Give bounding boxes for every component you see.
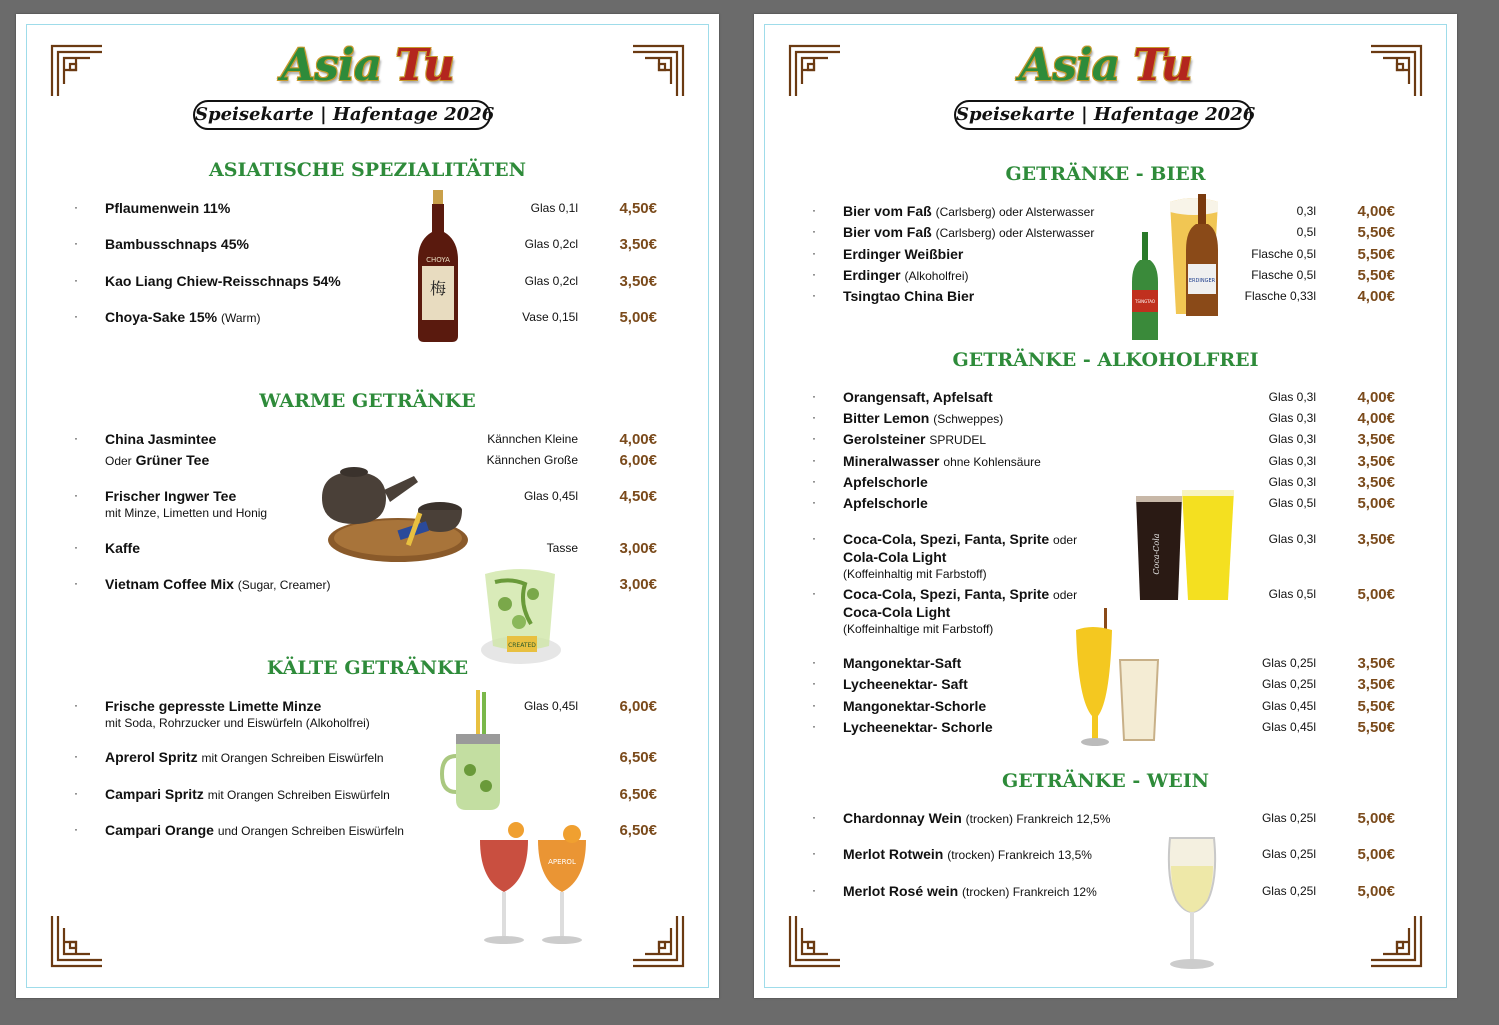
menu-item: · Erdinger Weißbier Flasche 0,5l 5,50€ [812,246,1395,263]
section-title: GETRÄNKE - ALKOHOLFREI [952,349,1259,371]
svg-text:TSINGTAO: TSINGTAO [1134,299,1156,304]
menu-item: · Campari Spritz mit Orangen Schreiben Eiswürfeln 6,50€ [74,786,657,803]
menu-item: · Choya-Sake 15% (Warm) Vase 0,15l 5,00€ [74,309,657,326]
item-description: (Koffeinhaltige mit Farbstoff) [843,622,994,636]
menu-item: · Bier vom Faß (Carlsberg) oder Alsterwasser 0,5l 5,50€ [812,224,1395,241]
menu-item: · Coca-Cola, Spezi, Fanta, Sprite oder Glas 0,5l 5,00€ [812,586,1395,603]
spritz-glasses-image [476,820,592,952]
section-title: GETRÄNKE - BIER [1005,163,1206,185]
sake-bottle-image [416,190,460,342]
wine-glass-image [1164,836,1220,970]
section-title: KÄLTE GETRÄNKE [266,657,469,679]
menu-item: · Orangensaft, Apfelsaft Glas 0,3l 4,00€ [812,389,1395,406]
menu-item: · Merlot Rosé wein (trocken) Frankreich 12% Glas 0,25l 5,00€ [812,883,1395,900]
svg-text:梅: 梅 [429,279,447,298]
corner-ornament-icon [788,914,842,968]
svg-text:ERDINGER: ERDINGER [1188,278,1216,284]
menu-item: · Tsingtao China Bier Flasche 0,33l 4,00€ [812,288,1395,305]
menu-item: · Merlot Rotwein (trocken) Frankreich 13,5% Glas 0,25l 5,00€ [812,846,1395,863]
section-title: ASIATISCHE SPEZIALITÄTEN [209,159,526,181]
menu-item: · Aprerol Spritz mit Orangen Schreiben Eiswürfeln 6,50€ [74,749,657,766]
menu-item: · Apfelschorle Glas 0,5l 5,00€ [812,495,1395,512]
svg-text:CHOYA: CHOYA [426,256,450,264]
menu-page-right [754,14,1457,998]
teapot-set-image [312,458,490,566]
menu-item: Oder Grüner Tee Kännchen Große 6,00€ [105,452,657,469]
menu-item: · Campari Orange und Orangen Schreiben Eiswürfeln 6,50€ [74,822,657,839]
menu-item: · China Jasmintee Kännchen Kleine 4,00€ [74,431,657,448]
menu-item: · Frische gepresste Limette Minze Glas 0,45l 6,00€ [74,698,657,715]
menu-item-line2: Coca-Cola Light [843,604,951,620]
cola-lemon-glasses-image [1132,490,1238,604]
menu-item: · Bier vom Faß (Carlsberg) oder Alsterwasser 0,3l 4,00€ [812,203,1395,220]
menu-item: · Apfelschorle Glas 0,3l 3,50€ [812,474,1395,491]
menu-subtitle: Speisekarte | Hafentage 2026 [954,100,1252,130]
beer-bottles-image [1130,194,1230,344]
mint-tea-glass-image [471,564,567,672]
brand-logo: Asia Tu [281,40,454,91]
section-title: GETRÄNKE - WEIN [1002,770,1209,792]
menu-item: · Mangonektar-Schorle Glas 0,45l 5,50€ [812,698,1395,715]
svg-text:CREATED: CREATED [508,642,536,649]
menu-item: · Kaffe Tasse 3,00€ [74,540,657,557]
menu-item: · Mangonektar-Saft Glas 0,25l 3,50€ [812,655,1395,672]
brand-logo: Asia Tu [1019,40,1192,91]
menu-item: · Frischer Ingwer Tee Glas 0,45l 4,50€ [74,488,657,505]
mojito-jar-image [440,690,506,814]
menu-item: · Vietnam Coffee Mix (Sugar, Creamer) 3,00€ [74,576,657,593]
menu-item: · Erdinger (Alkoholfrei) Flasche 0,5l 5,50€ [812,267,1395,284]
menu-item: · Coca-Cola, Spezi, Fanta, Sprite oder Glas 0,3l 3,50€ [812,531,1395,548]
menu-subtitle: Speisekarte | Hafentage 2026 [193,100,491,130]
corner-ornament-icon [50,914,104,968]
item-description: mit Minze, Limetten und Honig [105,506,268,520]
corner-ornament-icon [631,914,685,968]
menu-page-left [16,14,719,998]
menu-item-line2: Cola-Cola Light [843,549,947,565]
menu-item: · Lycheenektar- Schorle Glas 0,45l 5,50€ [812,719,1395,736]
menu-item: · Mineralwasser ohne Kohlensäure Glas 0,3l 3,50€ [812,453,1395,470]
menu-item: · Kao Liang Chiew-Reisschnaps 54% Glas 0,2cl 3,50€ [74,273,657,290]
item-description: mit Soda, Rohrzucker und Eiswürfeln (Alkoholfrei) [105,716,370,730]
menu-item: · Lycheenektar- Saft Glas 0,25l 3,50€ [812,676,1395,693]
corner-ornament-icon [1369,914,1423,968]
item-description: (Koffeinhaltig mit Farbstoff) [843,567,987,581]
svg-text:Coca-Cola: Coca-Cola [1152,533,1161,575]
menu-item: · Pflaumenwein 11% Glas 0,1l 4,50€ [74,200,657,217]
menu-item: · Bambusschnaps 45% Glas 0,2cl 3,50€ [74,236,657,253]
menu-item: · Gerolsteiner SPRUDEL Glas 0,3l 3,50€ [812,431,1395,448]
nectar-glasses-image [1072,608,1162,748]
menu-item: · Bitter Lemon (Schweppes) Glas 0,3l 4,00€ [812,410,1395,427]
menu-item: · Chardonnay Wein (trocken) Frankreich 12,5% Glas 0,25l 5,00€ [812,810,1395,827]
svg-text:APEROL: APEROL [548,858,576,866]
section-title: WARME GETRÄNKE [259,390,476,412]
